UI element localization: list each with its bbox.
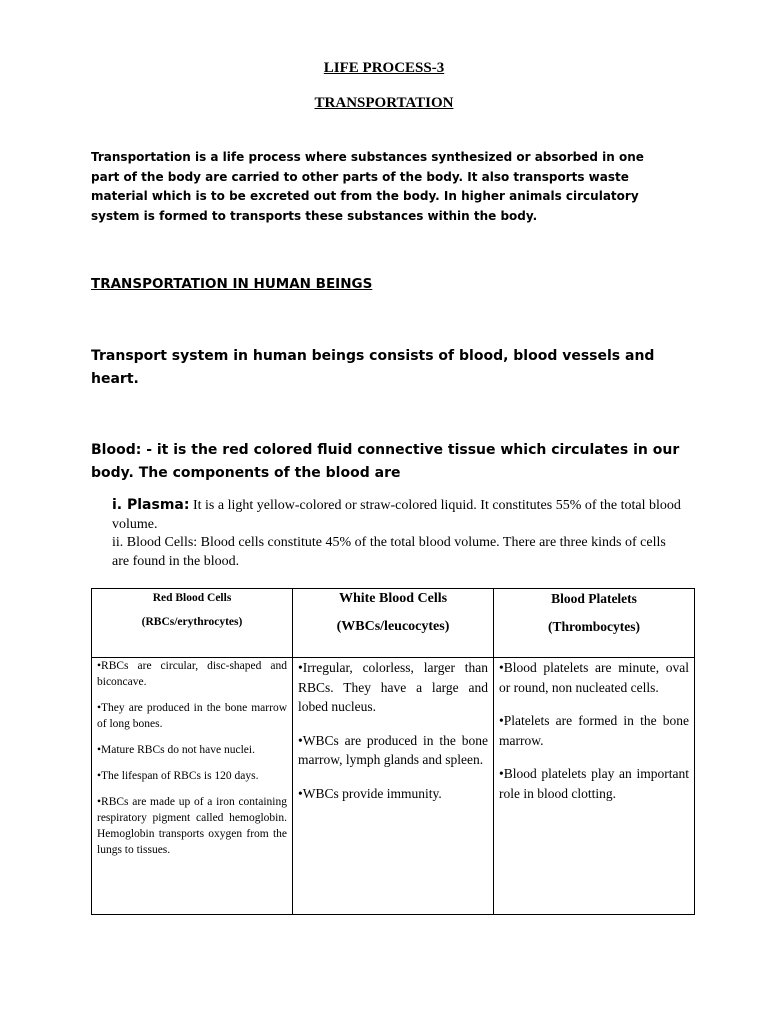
- header-platelets: [494, 589, 695, 658]
- transport-system-paragraph: Transport system in human beings consists of blood, blood vessels and heart.: [91, 348, 655, 387]
- header-wbc-sub: (WBCs/leucocytes): [336, 619, 450, 634]
- header-wbc-name: White Blood Cells: [338, 591, 448, 606]
- header-platelets-sub: (Thrombocytes): [548, 619, 640, 634]
- blood-cells-table: [91, 588, 695, 915]
- platelet-point: •Blood platelets are minute, oval or round, non nucleated cells.: [499, 660, 689, 695]
- platelets-cell: [494, 658, 695, 915]
- document-subtitle: TRANSPORTATION: [314, 95, 454, 111]
- rbc-point: •They are produced in the bone marrow of long bones.: [97, 702, 287, 730]
- wbc-point: •WBCs provide immunity.: [298, 785, 442, 801]
- blood-definition-paragraph: Blood: - it is the red colored fluid connective tissue which circulates in our body. The components of the blood are: [91, 442, 680, 481]
- header-rbc-sub: (RBCs/erythrocytes): [141, 616, 243, 628]
- platelet-point: •Blood platelets play an important role in blood clotting.: [499, 766, 689, 801]
- blood-components-list: [112, 496, 682, 571]
- table-row: [92, 658, 695, 915]
- rbc-point: •The lifespan of RBCs is 120 days.: [97, 770, 259, 782]
- document-title: LIFE PROCESS-3: [323, 60, 445, 76]
- plasma-text: It is a light yellow-colored or straw-colored liquid. It constitutes 55% of the total blood volume.: [112, 498, 681, 532]
- rbc-cell: [92, 658, 293, 915]
- rbc-point: •RBCs are made up of a iron containing respiratory pigment called hemoglobin. Hemoglobin transports oxygen from the lungs to tissues.: [97, 796, 287, 856]
- intro-paragraph: Transportation is a life process where substances synthesized or absorbed in one part of the body are carried to other parts of the body. It also transports waste material which is to be excreted out from the body. In higher animals circulatory system is formed to transports these substances within the body.: [91, 150, 644, 223]
- header-wbc: [293, 589, 494, 658]
- section-heading: TRANSPORTATION IN HUMAN BEINGS: [91, 276, 373, 292]
- header-rbc-name: Red Blood Cells: [152, 592, 232, 604]
- wbc-point: •WBCs are produced in the bone marrow, lymph glands and spleen.: [298, 732, 488, 767]
- rbc-point: •RBCs are circular, disc-shaped and biconcave.: [97, 660, 287, 688]
- wbc-cell: [293, 658, 494, 915]
- plasma-item: [112, 496, 682, 534]
- header-rbc: [92, 589, 293, 658]
- wbc-point: •Irregular, colorless, larger than RBCs. They have a large and lobed nucleus.: [298, 660, 488, 714]
- header-platelets-name: Blood Platelets: [551, 591, 637, 606]
- platelet-point: •Platelets are formed in the bone marrow.: [499, 713, 689, 748]
- plasma-label: i. Plasma:: [112, 497, 190, 513]
- table-header-row: [92, 589, 695, 658]
- blood-cells-item: ii. Blood Cells: Blood cells constitute 45% of the total blood volume. There are three kinds of cells are found in the blood.: [112, 535, 666, 569]
- rbc-point: •Mature RBCs do not have nuclei.: [97, 744, 255, 756]
